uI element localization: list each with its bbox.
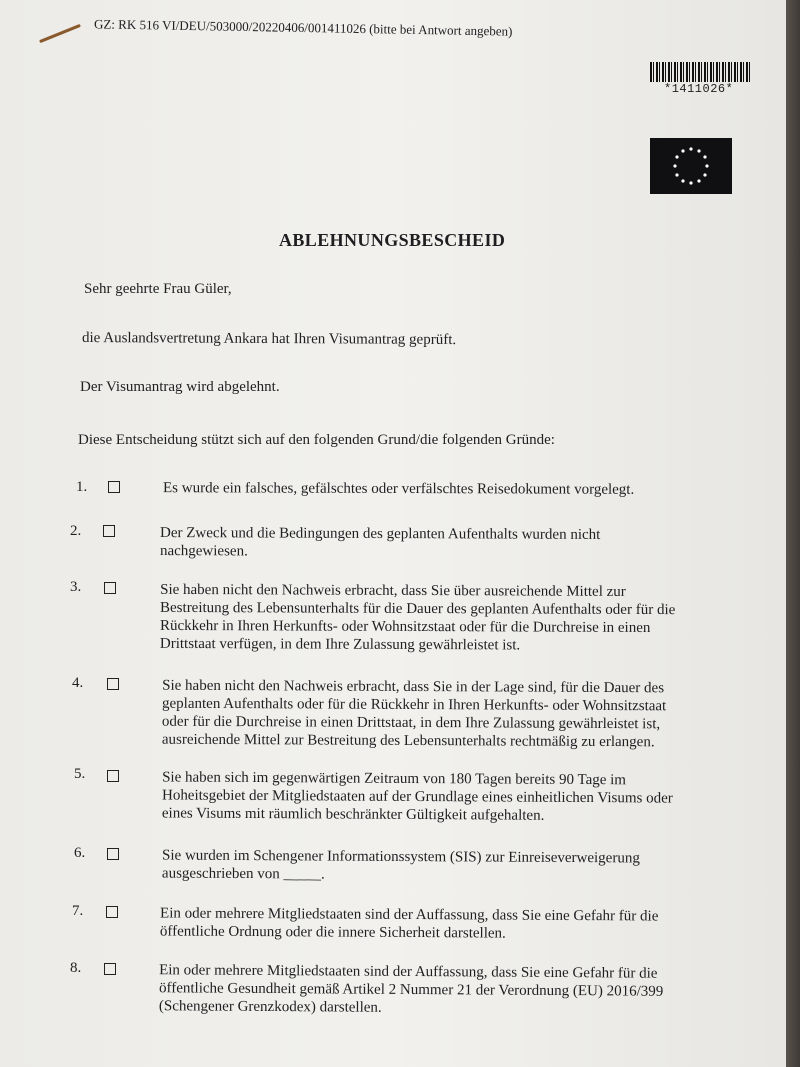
reason-line: ausgeschrieben von _____. xyxy=(161,865,325,883)
reason-number: 7. xyxy=(72,903,84,919)
reason-number: 6. xyxy=(74,845,86,861)
reason-line: Sie haben nicht den Nachweis erbracht, dass Sie über ausreichende Mittel zur xyxy=(160,581,626,600)
checkbox-icon[interactable] xyxy=(107,770,119,782)
reason-line: geplanten Aufenthalts oder für die Rückkehr in Ihren Herkunfts- oder Wohnsitzstaat xyxy=(162,695,667,715)
reason-text xyxy=(162,677,667,752)
reason-text xyxy=(163,479,634,499)
reason-line: Der Zweck und die Bedingungen des geplanten Aufenthalts wurden nicht xyxy=(160,525,601,543)
reason-line: öffentliche Gesundheit gemäß Artikel 2 Nummer 21 der Verordnung (EU) 2016/399 xyxy=(158,980,664,1000)
decision-text: Der Visumantrag wird abgelehnt. xyxy=(80,379,280,395)
eu-flag-icon xyxy=(650,138,732,194)
pencil-mark xyxy=(39,24,81,43)
reason-text xyxy=(162,847,640,886)
checkbox-icon[interactable] xyxy=(106,906,118,918)
reason-number: 8. xyxy=(70,960,82,976)
reason-line: Sie haben nicht den Nachweis erbracht, dass Sie in der Lage sind, für die Dauer des xyxy=(162,677,665,697)
reason-line: (Schengener Grenzkodex) darstellen. xyxy=(158,998,382,1016)
reason-number: 4. xyxy=(72,675,84,691)
reason-line: Hoheitsgebiet der Mitgliedstaaten auf der Grundlage eines einheitlichen Visums oder xyxy=(161,787,673,807)
reason-number: 2. xyxy=(70,523,82,539)
reason-line: ausreichende Mittel zur Bestreitung des Lebensunterhalts rechtmäßig zu erlangen. xyxy=(161,731,655,751)
reason-number: 3. xyxy=(70,579,82,595)
reason-text xyxy=(159,961,664,1019)
reason-line: Ein oder mehrere Mitgliedstaaten sind der Auffassung, dass Sie eine Gefahr für die xyxy=(160,905,659,925)
table-surface-edge xyxy=(786,0,800,1067)
intro-text: die Auslandsvertretung Ankara hat Ihren Visumantrag geprüft. xyxy=(81,330,457,348)
reason-text xyxy=(160,524,600,562)
checkbox-icon[interactable] xyxy=(104,963,116,975)
reason-line: eines Visums mit räumlich beschränkter Gültigkeit aufgehalten. xyxy=(161,805,545,824)
eu-flag-stars xyxy=(650,138,732,194)
reason-line: Es wurde ein falsches, gefälschtes oder verfälschtes Reisedokument vorgelegt. xyxy=(162,480,635,498)
reason-line: Drittstaat verfügen, in dem Ihre Zulassung gewährleistet ist. xyxy=(159,635,521,654)
grounds-intro: Diese Entscheidung stützt sich auf den folgenden Grund/die folgenden Gründe: xyxy=(78,432,555,448)
reason-line: Bestreitung des Lebensunterhalts für die Dauer des geplanten Aufenthalts oder für die xyxy=(160,599,676,619)
document-title: ABLEHNUNGSBESCHEID xyxy=(279,230,506,250)
reason-line: Sie wurden im Schengener Informationssystem (SIS) zur Einreiseverweigerung xyxy=(162,847,640,867)
barcode-number: *1411026* xyxy=(664,82,734,96)
checkbox-icon[interactable] xyxy=(104,582,116,594)
reason-line: nachgewiesen. xyxy=(159,543,248,560)
reason-line: Sie haben sich im gegenwärtigen Zeitraum von 180 Tagen bereits 90 Tage im xyxy=(162,769,627,789)
checkbox-icon[interactable] xyxy=(107,678,119,690)
reference-number: GZ: RK 516 VI/DEU/503000/20220406/001411026 (bitte bei Antwort angeben) xyxy=(93,16,513,39)
checkbox-icon[interactable] xyxy=(108,481,120,493)
reason-line: oder für die Durchreise in einen Drittstaat, in dem Ihre Zulassung gewährleistet ist, xyxy=(161,713,661,733)
barcode xyxy=(650,62,752,82)
reason-text xyxy=(160,581,676,655)
salutation: Sehr geehrte Frau Güler, xyxy=(84,281,232,297)
reason-text xyxy=(162,768,673,825)
reason-text xyxy=(160,904,659,943)
reason-line: Rückkehr in Ihren Herkunfts- oder Wohnsitzstaat oder für die Durchreise in einen xyxy=(159,617,651,637)
checkbox-icon[interactable] xyxy=(107,848,119,860)
reason-line: öffentliche Ordnung oder die innere Sicherheit darstellen. xyxy=(159,923,506,942)
checkbox-icon[interactable] xyxy=(103,525,115,537)
reason-line: Ein oder mehrere Mitgliedstaaten sind der Auffassung, dass Sie eine Gefahr für die xyxy=(159,962,658,982)
reason-number: 5. xyxy=(74,766,86,782)
reason-number: 1. xyxy=(76,479,88,495)
